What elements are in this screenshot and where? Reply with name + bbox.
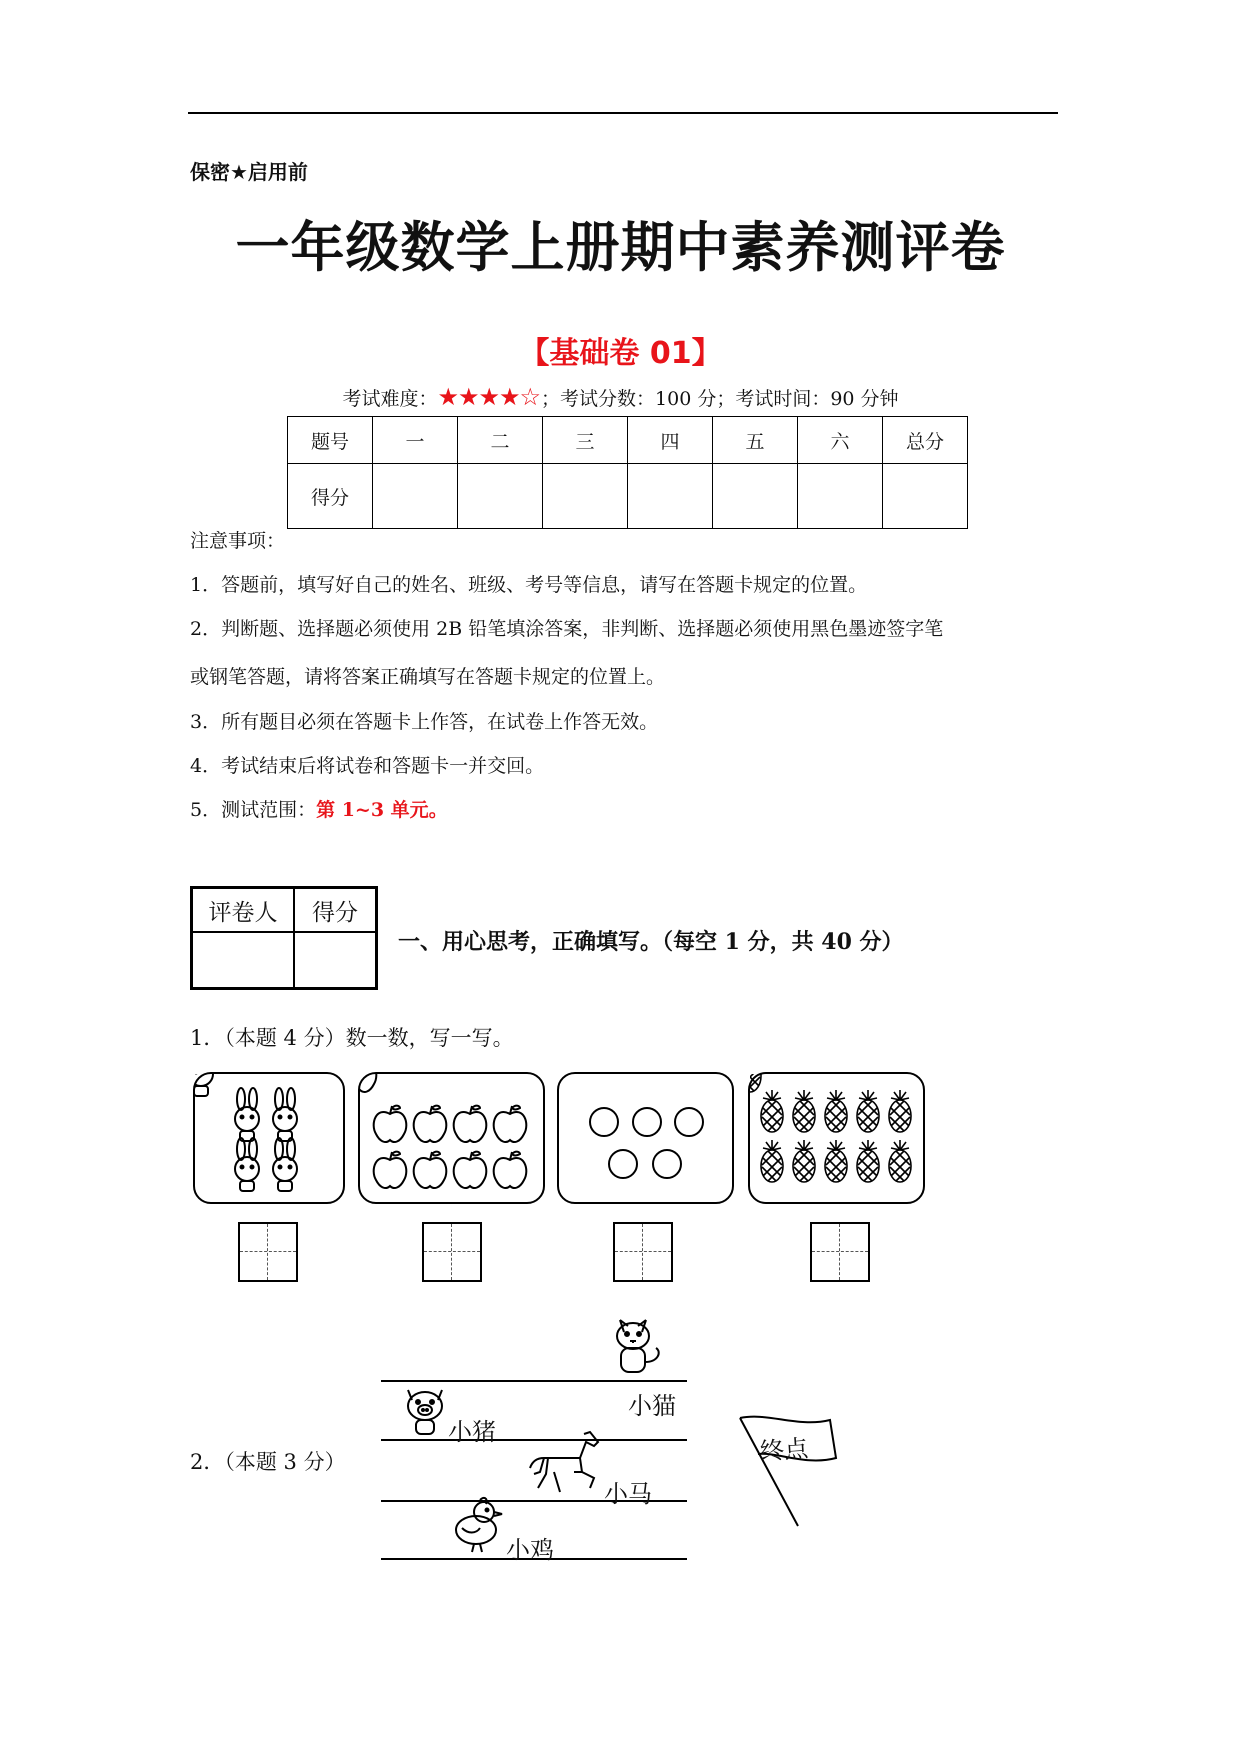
circle-icons xyxy=(559,1074,732,1202)
animal-label-chick: 小鸡 xyxy=(506,1536,554,1564)
animal-label-pig: 小猪 xyxy=(448,1418,496,1446)
question-1-text: 1．（本题 4 分）数一数，写一写。 xyxy=(190,1026,514,1050)
score-header-cell: 一 xyxy=(373,417,458,464)
page-subtitle: 【基础卷 01】 xyxy=(519,336,722,371)
pineapple-group-box xyxy=(748,1072,925,1204)
score-header-cell: 六 xyxy=(798,417,883,464)
exam-info xyxy=(0,383,1241,411)
difficulty-stars-icon: ★★★★ xyxy=(437,383,520,411)
score-header-cell: 三 xyxy=(543,417,628,464)
score-cell[interactable] xyxy=(458,464,543,529)
score-cell[interactable] xyxy=(628,464,713,529)
animal-label-horse: 小马 xyxy=(604,1480,652,1508)
horse-icon xyxy=(524,1428,606,1502)
score-header-cell: 四 xyxy=(628,417,713,464)
note-item: 1．答题前，填写好自己的姓名、班级、考号等信息，请写在答题卡规定的位置。 xyxy=(190,574,868,596)
pineapple-icons xyxy=(750,1074,923,1202)
grader-table xyxy=(190,886,378,990)
answer-box[interactable] xyxy=(238,1222,298,1282)
note-item xyxy=(190,795,448,822)
score-cell[interactable] xyxy=(883,464,968,529)
finish-flag-icon xyxy=(738,1408,842,1528)
grader-cell[interactable] xyxy=(294,932,377,989)
cat-icon xyxy=(608,1312,670,1378)
rabbit-group-box xyxy=(193,1072,345,1204)
note-item: 2．判断题、选择题必须使用 2B 铅笔填涂答案，非判断、选择题必须使用黑色墨迹签字笔 xyxy=(190,618,944,640)
apple-group-box xyxy=(358,1072,545,1204)
score-header-cell: 题号 xyxy=(288,417,373,464)
note-item-suffix: 。 xyxy=(428,799,448,821)
answer-box[interactable] xyxy=(810,1222,870,1282)
chick-icon xyxy=(450,1494,508,1556)
answer-box[interactable] xyxy=(613,1222,673,1282)
score-time-info: ；考试分数：100 分；考试时间：90 分钟 xyxy=(541,388,899,410)
score-header-cell: 二 xyxy=(458,417,543,464)
animal-label-cat: 小猫 xyxy=(628,1392,676,1420)
score-cell[interactable] xyxy=(798,464,883,529)
apple-icons xyxy=(360,1074,543,1202)
score-row-label: 得分 xyxy=(288,464,373,529)
score-table xyxy=(287,416,968,529)
race-lane-line xyxy=(381,1380,687,1382)
finish-label: 终点 xyxy=(759,1434,810,1466)
question-2-text: 2．（本题 3 分） xyxy=(190,1450,346,1474)
score-cell[interactable] xyxy=(713,464,798,529)
difficulty-empty-star-icon: ☆ xyxy=(519,383,542,411)
rabbit-icon xyxy=(235,1138,259,1191)
grader-header: 得分 xyxy=(294,888,377,933)
note-item: 4．考试结束后将试卷和答题卡一并交回。 xyxy=(190,755,545,777)
notes-heading: 注意事项： xyxy=(190,530,286,552)
note-item: 或钢笔答题，请将答案正确填写在答题卡规定的位置上。 xyxy=(190,666,666,688)
rabbit-icons xyxy=(195,1074,343,1202)
grader-cell[interactable] xyxy=(192,932,295,989)
score-cell[interactable] xyxy=(543,464,628,529)
pig-icon xyxy=(400,1384,452,1436)
note-item-prefix: 5．测试范围： xyxy=(190,799,317,821)
difficulty-label: 考试难度： xyxy=(342,388,438,410)
score-cell[interactable] xyxy=(373,464,458,529)
confidential-label: 保密★启用前 xyxy=(190,160,308,184)
section-title: 一、用心思考，正确填写。（每空 1 分，共 40 分） xyxy=(398,929,904,955)
score-header-cell: 五 xyxy=(713,417,798,464)
note-item: 3．所有题目必须在答题卡上作答，在试卷上作答无效。 xyxy=(190,711,659,733)
page-title: 一年级数学上册期中素养测评卷 xyxy=(235,216,1006,279)
score-header-cell: 总分 xyxy=(883,417,968,464)
grader-header: 评卷人 xyxy=(192,888,295,933)
test-range: 第 1~3 单元 xyxy=(316,799,429,821)
top-rule xyxy=(188,112,1058,114)
circle-group-box xyxy=(557,1072,734,1204)
answer-box[interactable] xyxy=(422,1222,482,1282)
